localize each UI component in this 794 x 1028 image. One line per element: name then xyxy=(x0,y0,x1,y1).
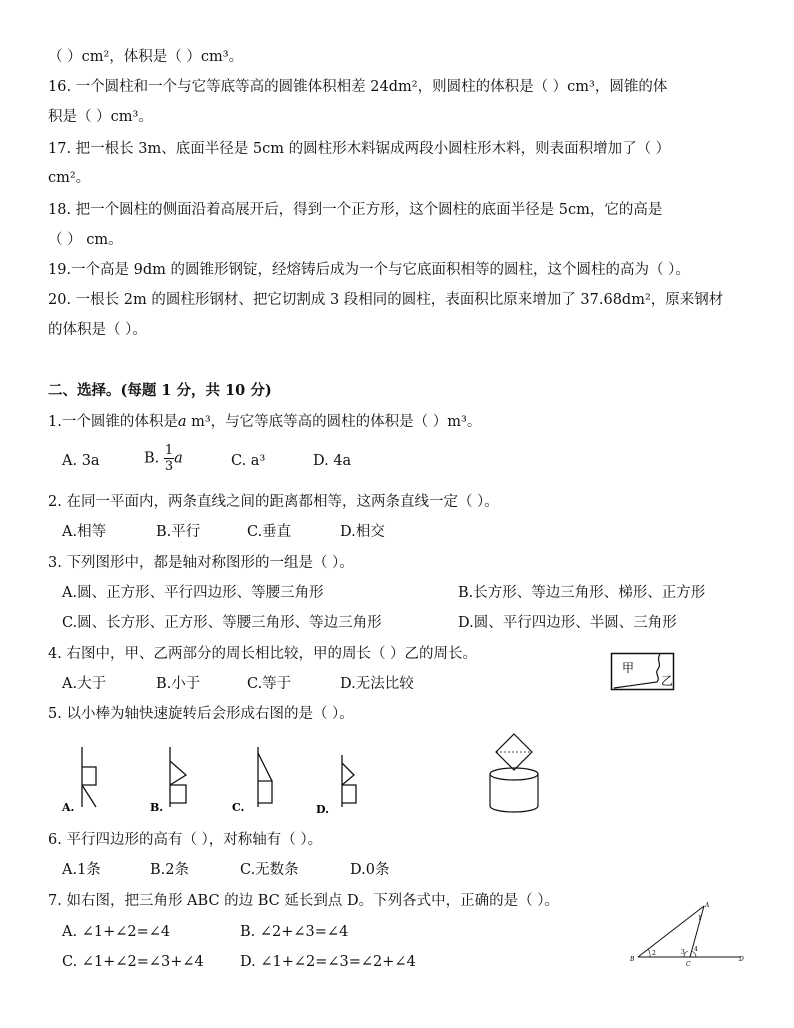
choice-6-option-b[interactable]: B.2条 xyxy=(150,862,189,878)
choice-3-option-c[interactable]: C.圆、长方形、正方形、等腰三角形、等边三角形 xyxy=(62,615,382,631)
question-16-line2: 积是（ ）cm³。 xyxy=(48,109,153,125)
angle-3: 3 xyxy=(681,949,685,956)
option-b-label: B. xyxy=(150,801,164,814)
choice-2-stem: 2. 在同一平面内，两条直线之间的距离都相等，这两条直线一定（ ）。 xyxy=(48,494,499,510)
choice-1-option-c[interactable]: C. a³ xyxy=(231,453,266,469)
choice-5-stem: 5. 以小棒为轴快速旋转后会形成右图的是（ ）。 xyxy=(48,706,354,722)
choice-3-option-a[interactable]: A.圆、正方形、平行四边形、等腰三角形 xyxy=(62,585,324,601)
option-d-shape xyxy=(342,755,356,807)
cylinder-bottom xyxy=(490,806,538,812)
question-20-line1: 20. 一根长 2m 的圆柱形钢材、把它切割成 3 段相同的圆柱，表面积比原来增加了 37.68dm²，原来钢材 xyxy=(48,292,724,308)
option-a-label: A. xyxy=(62,801,75,814)
option-c-label: C. xyxy=(232,801,245,814)
option-d-label: D. xyxy=(316,803,329,816)
choice-3-option-d[interactable]: D.圆、平行四边形、半圆、三角形 xyxy=(458,615,677,631)
choice-6-option-a[interactable]: A.1条 xyxy=(62,862,101,878)
choice-1-stem-post: m³，与它等底等高的圆柱的体积是（ ）m³。 xyxy=(186,414,482,430)
point-a: A xyxy=(705,902,710,909)
figure-label-jia: 甲 xyxy=(622,661,635,675)
question-16-line1: 16. 一个圆柱和一个与它等底等高的圆锥体积相差 24dm²，则圆柱的体积是（ ）cm³，圆锥的体 xyxy=(48,79,668,95)
option-b-shape xyxy=(170,747,186,807)
choice-2-option-d[interactable]: D.相交 xyxy=(340,524,385,540)
point-d: D xyxy=(739,956,744,963)
choice-4-stem: 4. 右图中，甲、乙两部分的周长相比较，甲的周长（ ）乙的周长。 xyxy=(48,646,478,662)
question-17-line1: 17. 把一根长 3m、底面半径是 5cm 的圆柱形木料锯成两段小圆柱形木料，则表面积增加了（ ） xyxy=(48,141,671,157)
option-b-prefix: B. xyxy=(144,450,160,467)
dividing-curve xyxy=(614,654,660,688)
question-17-line2: cm²。 xyxy=(48,170,91,186)
angle-4: 4 xyxy=(694,946,698,953)
section-title: 二、选择。(每题 1 分，共 10 分) xyxy=(48,382,272,399)
option-b-var: a xyxy=(174,450,183,467)
choice-1-var: a xyxy=(177,414,187,430)
choice-1-option-b[interactable] xyxy=(144,443,183,474)
choice-2-option-b[interactable]: B.平行 xyxy=(156,524,201,540)
angle-1: 1 xyxy=(698,915,702,922)
point-c: C xyxy=(686,961,691,968)
jia-yi-figure xyxy=(610,652,676,692)
choice-6-option-d[interactable]: D.0条 xyxy=(350,862,390,878)
choice-1-stem-pre: 1.一个圆锥的体积是 xyxy=(48,414,178,430)
choice-3-stem: 3. 下列图形中，都是轴对称图形的一组是（ ）。 xyxy=(48,555,354,571)
choice-7-option-d[interactable]: D. ∠1+∠2=∠3=∠2+∠4 xyxy=(240,954,416,970)
fraction xyxy=(164,443,174,474)
choice-3-option-b[interactable]: B.长方形、等边三角形、梯形、正方形 xyxy=(458,585,706,601)
choice-4-option-b[interactable]: B.小于 xyxy=(156,676,201,692)
choice-2-option-a[interactable]: A.相等 xyxy=(62,524,107,540)
choice-5-options-figure xyxy=(60,745,360,817)
fraction-denominator: 3 xyxy=(164,459,174,474)
choice-7-option-c[interactable]: C. ∠1+∠2=∠3+∠4 xyxy=(62,954,204,970)
figure-label-yi: 乙 xyxy=(661,674,674,688)
choice-7-option-a[interactable]: A. ∠1+∠2=∠4 xyxy=(62,924,171,940)
option-a-shape xyxy=(82,747,96,807)
fraction-numerator: 1 xyxy=(164,443,174,458)
line-continued: （ ）cm²，体积是（ ）cm³。 xyxy=(48,49,244,65)
choice-1-option-d[interactable]: D. 4a xyxy=(313,453,352,469)
question-18-line1: 18. 把一个圆柱的侧面沿着高展开后，得到一个正方形，这个圆柱的底面半径是 5cm，它的高是 xyxy=(48,202,663,218)
choice-7-option-b[interactable]: B. ∠2+∠3=∠4 xyxy=(240,924,349,940)
choice-4-option-c[interactable]: C.等于 xyxy=(247,676,292,692)
question-18-line2: （ ） cm。 xyxy=(48,232,123,248)
rotation-solid-figure xyxy=(484,732,544,816)
choice-2-option-c[interactable]: C.垂直 xyxy=(247,524,292,540)
angle-2: 2 xyxy=(652,950,656,957)
choice-4-option-d[interactable]: D.无法比较 xyxy=(340,676,414,692)
choice-1-option-a[interactable]: A. 3a xyxy=(62,453,100,469)
choice-6-stem: 6. 平行四边形的高有（ ），对称轴有（ ）。 xyxy=(48,832,323,848)
choice-4-option-a[interactable]: A.大于 xyxy=(62,676,107,692)
question-20-line2: 的体积是（ ）。 xyxy=(48,322,147,338)
question-19: 19.一个高是 9dm 的圆锥形钢锭，经熔铸后成为一个与它底面积相等的圆柱，这个圆柱的高为（ ）。 xyxy=(48,262,690,278)
point-b: B xyxy=(630,956,635,963)
choice-7-stem: 7. 如右图，把三角形 ABC 的边 BC 延长到点 D。下列各式中，正确的是（ ）。 xyxy=(48,893,559,909)
option-c-shape xyxy=(258,747,272,807)
choice-6-option-c[interactable]: C.无数条 xyxy=(240,862,299,878)
triangle-abc-figure xyxy=(628,898,748,970)
choice-1-stem xyxy=(48,412,481,432)
